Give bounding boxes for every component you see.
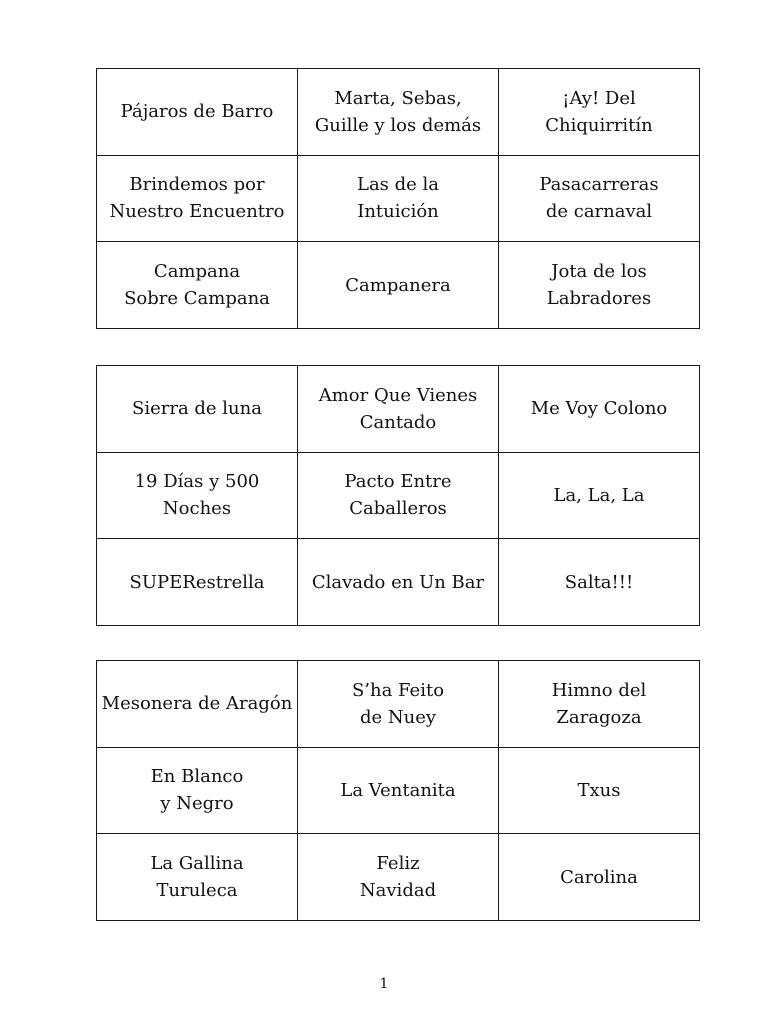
song-cell: Pacto Entre Caballeros	[298, 452, 499, 539]
song-cell: Feliz Navidad	[298, 834, 499, 921]
card-row	[97, 747, 700, 834]
song-cell: La, La, La	[499, 452, 700, 539]
page-number: 1	[379, 976, 389, 992]
song-cell: Sierra de luna	[97, 366, 298, 453]
song-cell: Carolina	[499, 834, 700, 921]
song-cell: Txus	[499, 747, 700, 834]
song-cell: Las de la Intuición	[298, 155, 499, 242]
song-cell: Clavado en Un Bar	[298, 539, 499, 626]
card-row	[97, 834, 700, 921]
song-cell: Pájaros de Barro	[97, 69, 298, 156]
song-cell: Mesonera de Aragón	[97, 661, 298, 748]
song-cell: La Ventanita	[298, 747, 499, 834]
song-cell: Pasacarreras de carnaval	[499, 155, 700, 242]
song-cell: Amor Que Vienes Cantado	[298, 366, 499, 453]
song-cell: ¡Ay! Del Chiquirritín	[499, 69, 700, 156]
song-cell: Salta!!!	[499, 539, 700, 626]
card-row	[97, 661, 700, 748]
song-cell: 19 Días y 500 Noches	[97, 452, 298, 539]
bingo-card-3	[96, 660, 700, 921]
song-cell: Campanera	[298, 242, 499, 329]
song-cell: S’ha Feito de Nuey	[298, 661, 499, 748]
song-cell: En Blanco y Negro	[97, 747, 298, 834]
card-row	[97, 539, 700, 626]
card-row	[97, 452, 700, 539]
bingo-card-1	[96, 68, 700, 329]
song-cell: Himno del Zaragoza	[499, 661, 700, 748]
song-cell: SUPERestrella	[97, 539, 298, 626]
song-cell: Brindemos por Nuestro Encuentro	[97, 155, 298, 242]
song-cell: La Gallina Turuleca	[97, 834, 298, 921]
song-cell: Me Voy Colono	[499, 366, 700, 453]
bingo-card-2	[96, 365, 700, 626]
song-cell: Jota de los Labradores	[499, 242, 700, 329]
card-row	[97, 366, 700, 453]
card-row	[97, 242, 700, 329]
card-row	[97, 69, 700, 156]
card-row	[97, 155, 700, 242]
song-cell: Campana Sobre Campana	[97, 242, 298, 329]
song-cell: Marta, Sebas, Guille y los demás	[298, 69, 499, 156]
